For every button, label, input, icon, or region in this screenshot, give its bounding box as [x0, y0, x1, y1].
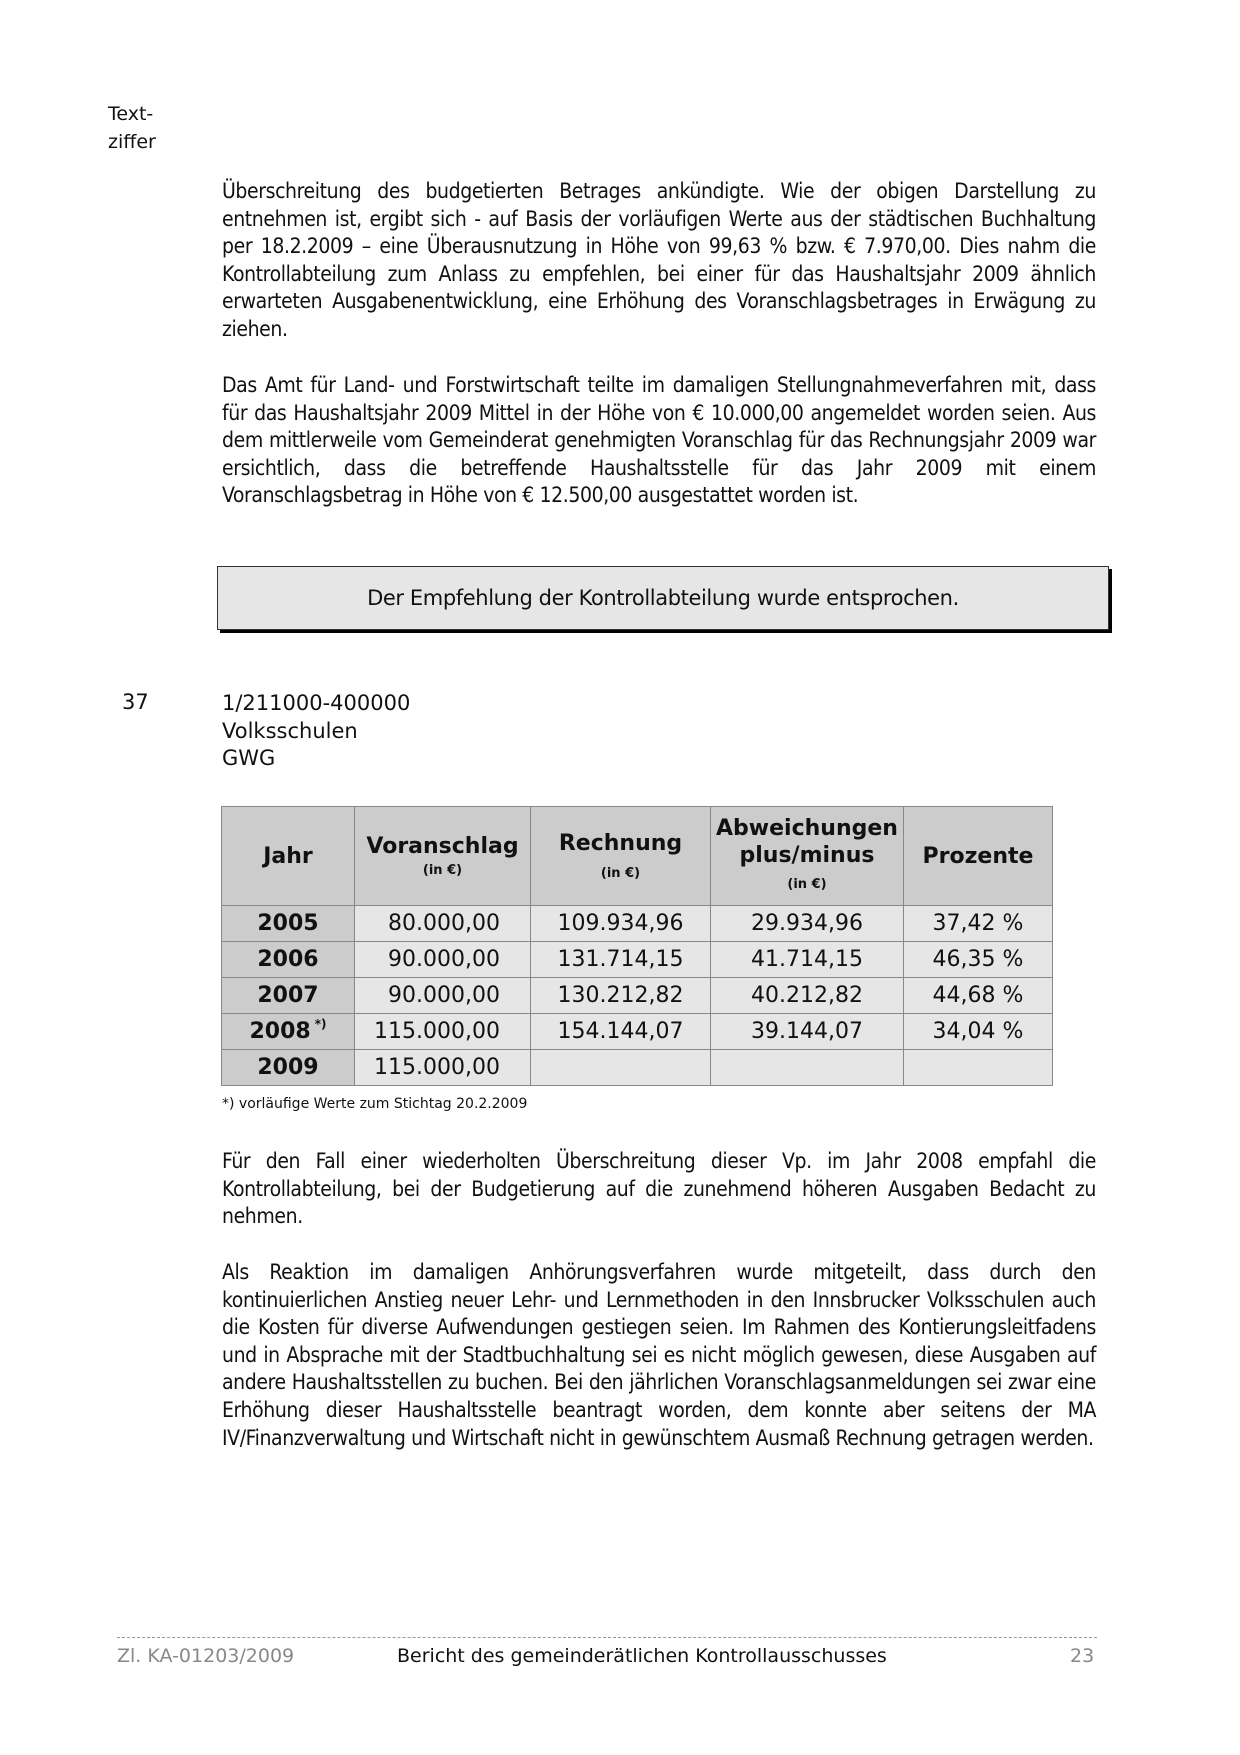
cell-year: 2006	[222, 942, 355, 978]
page-number: 23	[1070, 1645, 1095, 1667]
footer-divider	[117, 1637, 1097, 1638]
footer-reference: Zl. KA-01203/2009	[117, 1645, 295, 1667]
footnote-marker: *)	[314, 1017, 327, 1031]
table-row	[222, 906, 1053, 942]
cell-abweichung	[711, 1050, 904, 1086]
callout-text: Der Empfehlung der Kontrollabteilung wurde entsprochen.	[367, 586, 959, 610]
unit-label: (in €)	[600, 866, 641, 881]
table-row	[222, 978, 1053, 1014]
paragraph-overrun	[222, 178, 1096, 344]
section-heading	[222, 690, 410, 773]
account-name: Volksschulen	[222, 718, 358, 743]
cell-abweichung: 40.212,82	[711, 978, 904, 1014]
section-number: 37	[122, 690, 149, 714]
table-footnote: *) vorläufige Werte zum Stichtag 20.2.2009	[222, 1096, 528, 1112]
cell-prozent: 46,35 %	[904, 942, 1053, 978]
margin-label	[108, 100, 156, 156]
cell-voranschlag: 80.000,00	[355, 906, 531, 942]
cell-rechnung: 131.714,15	[531, 942, 711, 978]
budget-table	[221, 806, 1053, 1086]
table-header-row	[222, 807, 1053, 906]
cell-abweichung: 29.934,96	[711, 906, 904, 942]
account-number: 1/211000-400000	[222, 691, 411, 715]
margin-label-line1: Text-	[108, 103, 154, 125]
paragraph-reaction	[222, 1259, 1096, 1452]
cell-year: 2007	[222, 978, 355, 1014]
cell-year: 2008 *)	[222, 1014, 355, 1050]
account-group: GWG	[222, 746, 276, 770]
paragraph-text: Überschreitung des budgetierten Betrages ankündigte. Wie der obigen Darstellung zu entnehmen ist, ergibt sich - auf Basis der vorläufigen Werte aus der städtischen Buchhaltung per 18.2.2009 – eine Überausnutzung in Höhe von 99,63 % bzw. € 7.970,00. Dies nahm die Kontrollabteilung zum Anlass zu empfehlen, bei einer für das Haushaltsjahr 2009 ähnlich erwarteten Ausgabenentwicklung, eine Erhöhung des Voranschlagsbetrages in Erwägung zu ziehen.	[222, 179, 1096, 341]
paragraph-text: Als Reaktion im damaligen Anhörungsverfahren wurde mitgeteilt, dass durch den kontinuierlichen Anstieg neuer Lehr- und Lernmethoden in den Innsbrucker Volksschulen auch die Kosten für diverse Aufwendungen gestiegen seien. Im Rahmen des Kontierungsleitfadens und in Absprache mit der Stadtbuchhaltung sei es nicht möglich gewesen, diese Ausgaben auf andere Haushaltsstellen zu buchen. Bei den jährlichen Voranschlagsanmeldungen sei zwar eine Erhöhung dieser Haushaltsstelle beantragt worden, dem konnte aber seitens der MA IV/Finanzverwaltung und Wirtschaft nicht in gewünschtem Ausmaß Rechnung getragen werden.	[222, 1260, 1096, 1450]
paragraph-text: Das Amt für Land- und Forstwirtschaft teilte im damaligen Stellungnahmeverfahren mit, dass für das Haushaltsjahr 2009 Mittel in der Höhe von € 10.000,00 angemeldet worden seien. Aus dem mittlerweile vom Gemeinderat genehmigten Voranschlag für das Rechnungsjahr 2009 war ersichtlich, dass die betreffende Haushaltsstelle für das Jahr 2009 mit einem Voranschlagsbetrag in Höhe von € 12.500,00 ausgestattet worden ist.	[222, 373, 1096, 508]
cell-abweichung: 41.714,15	[711, 942, 904, 978]
table-row	[222, 1014, 1053, 1050]
cell-rechnung: 109.934,96	[531, 906, 711, 942]
footer-title: Bericht des gemeinderätlichen Kontrollausschusses	[397, 1645, 887, 1667]
column-header-jahr: Jahr	[222, 807, 355, 906]
margin-label-line2: ziffer	[108, 131, 156, 153]
cell-year: 2005	[222, 906, 355, 942]
paragraph-statement	[222, 372, 1096, 510]
cell-voranschlag: 115.000,00	[355, 1050, 531, 1086]
cell-voranschlag: 115.000,00	[355, 1014, 531, 1050]
cell-voranschlag: 90.000,00	[355, 978, 531, 1014]
table-row	[222, 1050, 1053, 1086]
cell-rechnung: 130.212,82	[531, 978, 711, 1014]
cell-prozent: 34,04 %	[904, 1014, 1053, 1050]
cell-year: 2009	[222, 1050, 355, 1086]
cell-prozent: 37,42 %	[904, 906, 1053, 942]
column-header-abweichungen: Abweichungen plus/minus (in €)	[711, 807, 904, 906]
cell-voranschlag: 90.000,00	[355, 942, 531, 978]
cell-prozent	[904, 1050, 1053, 1086]
cell-rechnung: 154.144,07	[531, 1014, 711, 1050]
cell-abweichung: 39.144,07	[711, 1014, 904, 1050]
unit-label: (in €)	[422, 863, 463, 878]
table-row	[222, 942, 1053, 978]
column-header-voranschlag: Voranschlag (in €)	[355, 807, 531, 906]
cell-prozent: 44,68 %	[904, 978, 1053, 1014]
column-header-rechnung: Rechnung (in €)	[531, 807, 711, 906]
column-header-prozente: Prozente	[904, 807, 1053, 906]
paragraph-recommendation	[222, 1148, 1096, 1231]
recommendation-callout	[217, 566, 1109, 630]
paragraph-text: Für den Fall einer wiederholten Überschreitung dieser Vp. im Jahr 2008 empfahl die Kontrollabteilung, bei der Budgetierung auf die zunehmend höheren Ausgaben Bedacht zu nehmen.	[222, 1149, 1096, 1229]
unit-label: (in €)	[787, 876, 827, 892]
cell-rechnung	[531, 1050, 711, 1086]
